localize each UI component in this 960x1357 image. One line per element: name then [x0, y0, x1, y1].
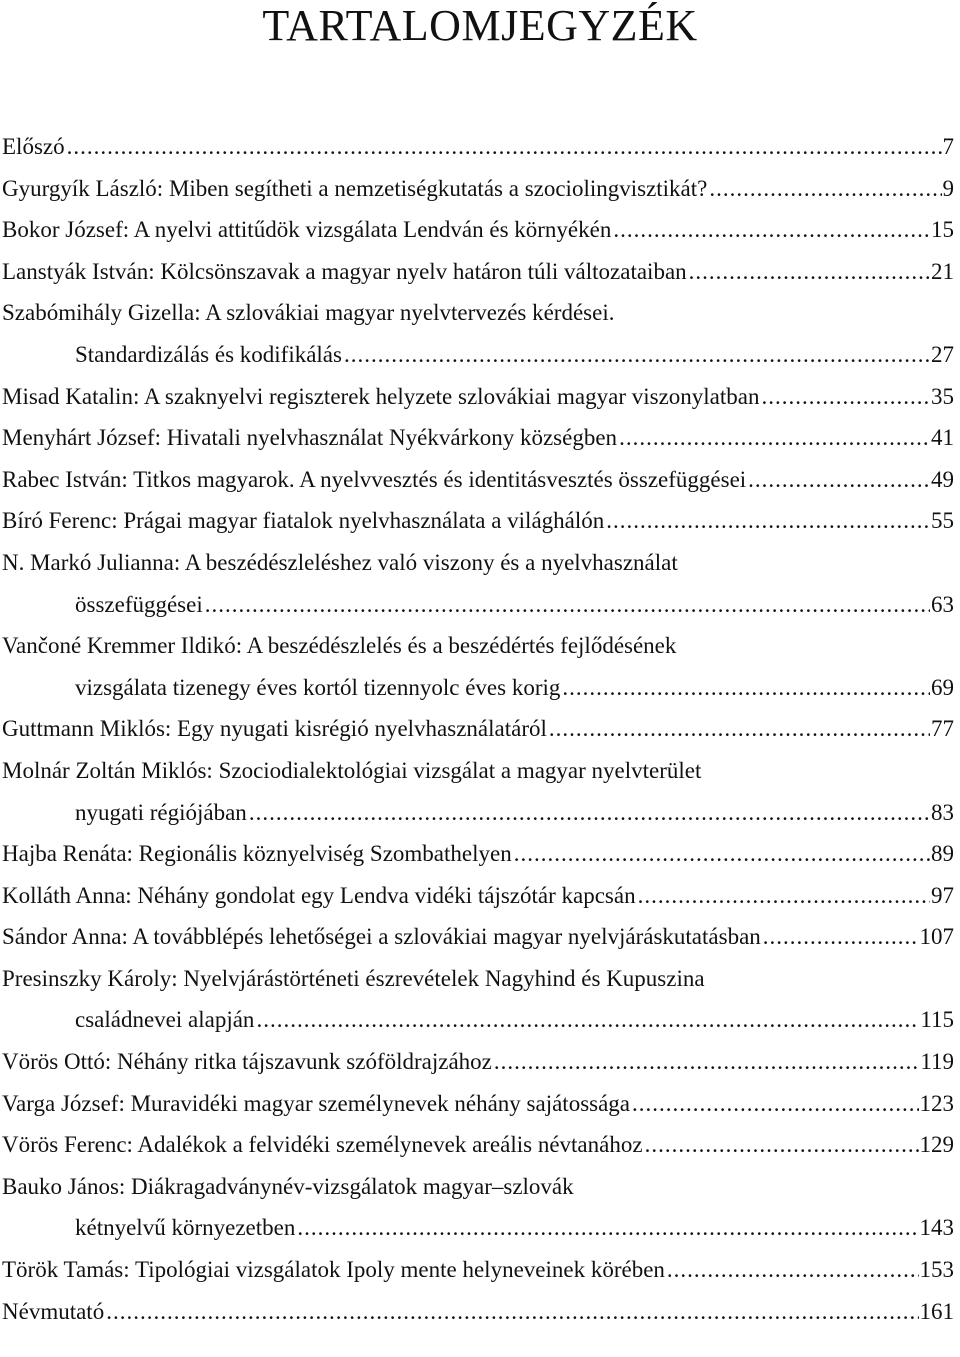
toc-entry: [2, 792, 954, 834]
toc-entry-line: [2, 1166, 954, 1208]
dot-leader: [709, 168, 941, 210]
toc-page-number: 83: [931, 799, 954, 825]
toc-entry-title: N. Markó Julianna: A beszédészleléshez való viszony és a nyelvhasználat: [2, 549, 678, 575]
toc-entry: [2, 1124, 954, 1166]
toc-entry-title: Lanstyák István: Kölcsönszavak a magyar nyelv határon túli változataiban: [2, 258, 687, 284]
toc-page-number: 107: [919, 924, 954, 950]
toc-page-number: 41: [931, 425, 954, 451]
toc-page-number: 143: [919, 1215, 954, 1241]
toc-page-number: 161: [919, 1298, 954, 1324]
dot-leader: [748, 459, 930, 501]
dot-leader: [645, 1124, 919, 1166]
dot-leader: [494, 1041, 919, 1083]
toc-entry: [2, 1083, 954, 1125]
toc-entry: [2, 500, 954, 542]
toc-entry: [2, 1249, 954, 1291]
toc-entry-title: Török Tamás: Tipológiai vizsgálatok Ipoly mente helyneveinek körében: [2, 1257, 665, 1283]
toc-page-number: 7: [942, 134, 954, 159]
toc-entry-title: Szabómihály Gizella: A szlovákiai magyar nyelvtervezés kérdései.: [2, 300, 615, 326]
toc-page-number: 35: [931, 383, 954, 409]
toc-page-number: 123: [919, 1090, 954, 1116]
toc-page-number: 97: [931, 882, 954, 908]
toc-entry-title: Vančoné Kremmer Ildikó: A beszédészlelés és a beszédértés fejlődésének: [2, 633, 677, 659]
toc-entry: [2, 251, 954, 293]
dot-leader: [667, 1249, 919, 1291]
toc-entry-title: Vörös Ferenc: Adalékok a felvidéki személynevek areális névtanához: [2, 1132, 643, 1158]
table-of-contents: [2, 126, 954, 1332]
toc-page-number: 27: [931, 341, 954, 367]
toc-page-number: 69: [931, 674, 954, 700]
dot-leader: [205, 584, 930, 626]
toc-entry-title: Sándor Anna: A továbblépés lehetőségei a szlovákiai magyar nyelvjáráskutatásban: [2, 924, 761, 950]
toc-entry: [2, 708, 954, 750]
toc-entry: [2, 1207, 954, 1249]
toc-page-number: 21: [931, 258, 954, 284]
toc-page-number: 63: [931, 591, 954, 617]
toc-entry-title: Gyurgyík László: Miben segítheti a nemzetiségkutatás a szociolingvisztikát?: [2, 175, 708, 201]
toc-page-number: 119: [920, 1049, 954, 1075]
toc-entry-title: Hajba Renáta: Regionális köznyelviség Szombathelyen: [2, 841, 512, 867]
toc-entry: [2, 334, 954, 376]
toc-entry: [2, 1291, 954, 1333]
toc-entry-title: Kolláth Anna: Néhány gondolat egy Lendva vidéki tájszótár kapcsán: [2, 882, 636, 908]
toc-entry: [2, 833, 954, 875]
toc-entry-line: [2, 292, 954, 334]
dot-leader: [562, 667, 930, 709]
toc-entry-title: Varga József: Muravidéki magyar személynevek néhány sajátossága: [2, 1090, 631, 1116]
toc-entry: [2, 875, 954, 917]
dot-leader: [67, 126, 942, 168]
toc-entry-title: nyugati régiójában: [75, 799, 247, 825]
toc-entry-title: Menyhárt József: Hivatali nyelvhasználat Nyékvárkony községben: [2, 425, 618, 451]
toc-entry: [2, 584, 954, 626]
toc-entry-title: Guttmann Miklós: Egy nyugati kisrégió nyelvhasználatáról: [2, 716, 547, 742]
toc-entry-title: Rabec István: Titkos magyarok. A nyelvvesztés és identitásvesztés összefüggései: [2, 466, 747, 492]
toc-page-number: 55: [931, 508, 954, 534]
toc-entry: [2, 126, 954, 168]
toc-entry-title: vizsgálata tizenegy éves kortól tizennyolc éves korig: [75, 674, 561, 700]
toc-entry: [2, 209, 954, 251]
toc-entry-title: Bauko János: Diákragadványnév-vizsgálatok magyar–szlovák: [2, 1173, 574, 1199]
toc-entry: [2, 916, 954, 958]
toc-entry: [2, 376, 954, 418]
page-title: TARTALOMJEGYZÉK: [262, 1, 698, 50]
dot-leader: [249, 792, 930, 834]
toc-entry: [2, 168, 954, 210]
toc-entry-title: Misad Katalin: A szaknyelvi regiszterek helyzete szlovákiai magyar viszonylatban: [2, 383, 760, 409]
toc-entry: [2, 999, 954, 1041]
toc-entry: [2, 1041, 954, 1083]
toc-entry: [2, 459, 954, 501]
toc-entry-title: Presinszky Károly: Nyelvjárástörténeti észrevételek Nagyhind és Kupuszina: [2, 965, 705, 991]
toc-entry-line: [2, 750, 954, 792]
toc-page-number: 153: [919, 1257, 954, 1283]
toc-page-number: 15: [931, 217, 954, 243]
dot-leader: [344, 334, 930, 376]
toc-page-number: 115: [920, 1007, 954, 1033]
toc-entry-title: Névmutató: [2, 1298, 105, 1324]
dot-leader: [606, 500, 930, 542]
dot-leader: [619, 417, 930, 459]
dot-leader: [106, 1291, 918, 1333]
toc-page-number: 89: [931, 841, 954, 867]
dot-leader: [632, 1083, 918, 1125]
toc-entry-line: [2, 542, 954, 584]
toc-entry-title: Vörös Ottó: Néhány ritka tájszavunk szóföldrajzához: [2, 1049, 492, 1075]
toc-page-number: 129: [919, 1132, 954, 1158]
toc-page-number: 9: [942, 175, 954, 201]
toc-entry-title: Előszó: [2, 134, 65, 159]
toc-entry-line: [2, 958, 954, 1000]
dot-leader: [638, 875, 930, 917]
dot-leader: [613, 209, 930, 251]
dot-leader: [763, 916, 919, 958]
toc-entry-title: kétnyelvű környezetben: [75, 1215, 296, 1241]
dot-leader: [514, 833, 930, 875]
dot-leader: [761, 376, 930, 418]
dot-leader: [689, 251, 930, 293]
dot-leader: [297, 1207, 918, 1249]
toc-entry-title: családnevei alapján: [75, 1007, 255, 1033]
dot-leader: [256, 999, 919, 1041]
toc-entry: [2, 667, 954, 709]
toc-entry-title: Bokor József: A nyelvi attitűdök vizsgálata Lendván és környékén: [2, 217, 612, 243]
dot-leader: [549, 708, 930, 750]
toc-entry: [2, 417, 954, 459]
toc-entry-title: Standardizálás és kodifikálás: [75, 341, 342, 367]
toc-entry-line: [2, 625, 954, 667]
toc-page-number: 77: [931, 716, 954, 742]
toc-page-number: 49: [931, 466, 954, 492]
toc-entry-title: Bíró Ferenc: Prágai magyar fiatalok nyelvhasználata a világhálón: [2, 508, 605, 534]
toc-entry-title: összefüggései: [75, 591, 203, 617]
toc-entry-title: Molnár Zoltán Miklós: Szociodialektológiai vizsgálat a magyar nyelvterület: [2, 757, 702, 783]
